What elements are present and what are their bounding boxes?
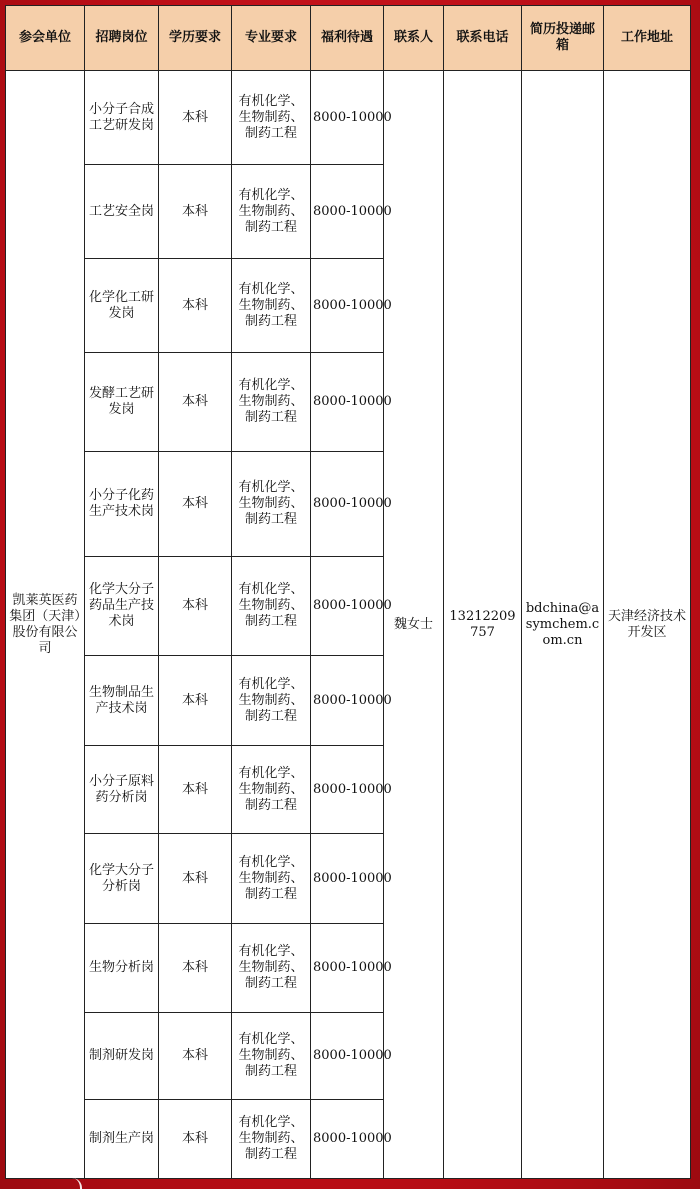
salary-cell: 8000-10000 [311, 1100, 384, 1179]
header-phone: 联系电话 [444, 6, 522, 71]
major-cell: 有机化学、生物制药、制药工程 [232, 71, 311, 165]
position-cell: 化学大分子药品生产技术岗 [85, 557, 159, 656]
education-cell: 本科 [159, 1013, 232, 1100]
position-cell: 制剂研发岗 [85, 1013, 159, 1100]
position-cell: 小分子合成工艺研发岗 [85, 71, 159, 165]
education-cell: 本科 [159, 924, 232, 1013]
position-cell: 化学大分子分析岗 [85, 834, 159, 924]
position-cell: 工艺安全岗 [85, 165, 159, 259]
education-cell: 本科 [159, 1100, 232, 1179]
salary-cell: 8000-10000 [311, 71, 384, 165]
salary-cell: 8000-10000 [311, 834, 384, 924]
major-cell: 有机化学、生物制药、制药工程 [232, 259, 311, 353]
education-cell: 本科 [159, 353, 232, 452]
position-cell: 小分子化药生产技术岗 [85, 452, 159, 557]
position-cell: 发酵工艺研发岗 [85, 353, 159, 452]
header-address: 工作地址 [604, 6, 691, 71]
education-cell: 本科 [159, 746, 232, 834]
education-cell: 本科 [159, 165, 232, 259]
salary-cell: 8000-10000 [311, 165, 384, 259]
position-cell: 化学化工研发岗 [85, 259, 159, 353]
table-body [6, 71, 691, 1179]
salary-cell: 8000-10000 [311, 557, 384, 656]
salary-cell: 8000-10000 [311, 656, 384, 746]
education-cell: 本科 [159, 557, 232, 656]
salary-cell: 8000-10000 [311, 259, 384, 353]
salary-cell: 8000-10000 [311, 452, 384, 557]
education-cell: 本科 [159, 452, 232, 557]
recruitment-table [5, 5, 691, 1179]
major-cell: 有机化学、生物制药、制药工程 [232, 834, 311, 924]
education-cell: 本科 [159, 834, 232, 924]
major-cell: 有机化学、生物制药、制药工程 [232, 924, 311, 1013]
table-header-row [6, 6, 691, 71]
major-cell: 有机化学、生物制药、制药工程 [232, 1100, 311, 1179]
major-cell: 有机化学、生物制药、制药工程 [232, 557, 311, 656]
header-contact: 联系人 [384, 6, 444, 71]
header-salary: 福利待遇 [311, 6, 384, 71]
position-cell: 生物分析岗 [85, 924, 159, 1013]
education-cell: 本科 [159, 71, 232, 165]
education-cell: 本科 [159, 259, 232, 353]
email-cell: bdchina@asymchem.com.cn [522, 71, 604, 1179]
salary-cell: 8000-10000 [311, 1013, 384, 1100]
position-cell: 生物制品生产技术岗 [85, 656, 159, 746]
table-row [6, 71, 691, 165]
header-email: 简历投递邮箱 [522, 6, 604, 71]
salary-cell: 8000-10000 [311, 924, 384, 1013]
phone-cell: 13212209757 [444, 71, 522, 1179]
header-education: 学历要求 [159, 6, 232, 71]
salary-cell: 8000-10000 [311, 353, 384, 452]
header-company: 参会单位 [6, 6, 85, 71]
major-cell: 有机化学、生物制药、制药工程 [232, 452, 311, 557]
header-major: 专业要求 [232, 6, 311, 71]
address-cell: 天津经济技术开发区 [604, 71, 691, 1179]
education-cell: 本科 [159, 656, 232, 746]
position-cell: 制剂生产岗 [85, 1100, 159, 1179]
major-cell: 有机化学、生物制药、制药工程 [232, 165, 311, 259]
header-position: 招聘岗位 [85, 6, 159, 71]
major-cell: 有机化学、生物制药、制药工程 [232, 353, 311, 452]
salary-cell: 8000-10000 [311, 746, 384, 834]
contact-cell: 魏女士 [384, 71, 444, 1179]
position-cell: 小分子原料药分析岗 [85, 746, 159, 834]
major-cell: 有机化学、生物制药、制药工程 [232, 1013, 311, 1100]
company-cell: 凯莱英医药集团（天津）股份有限公司 [6, 71, 85, 1179]
major-cell: 有机化学、生物制药、制药工程 [232, 656, 311, 746]
major-cell: 有机化学、生物制药、制药工程 [232, 746, 311, 834]
